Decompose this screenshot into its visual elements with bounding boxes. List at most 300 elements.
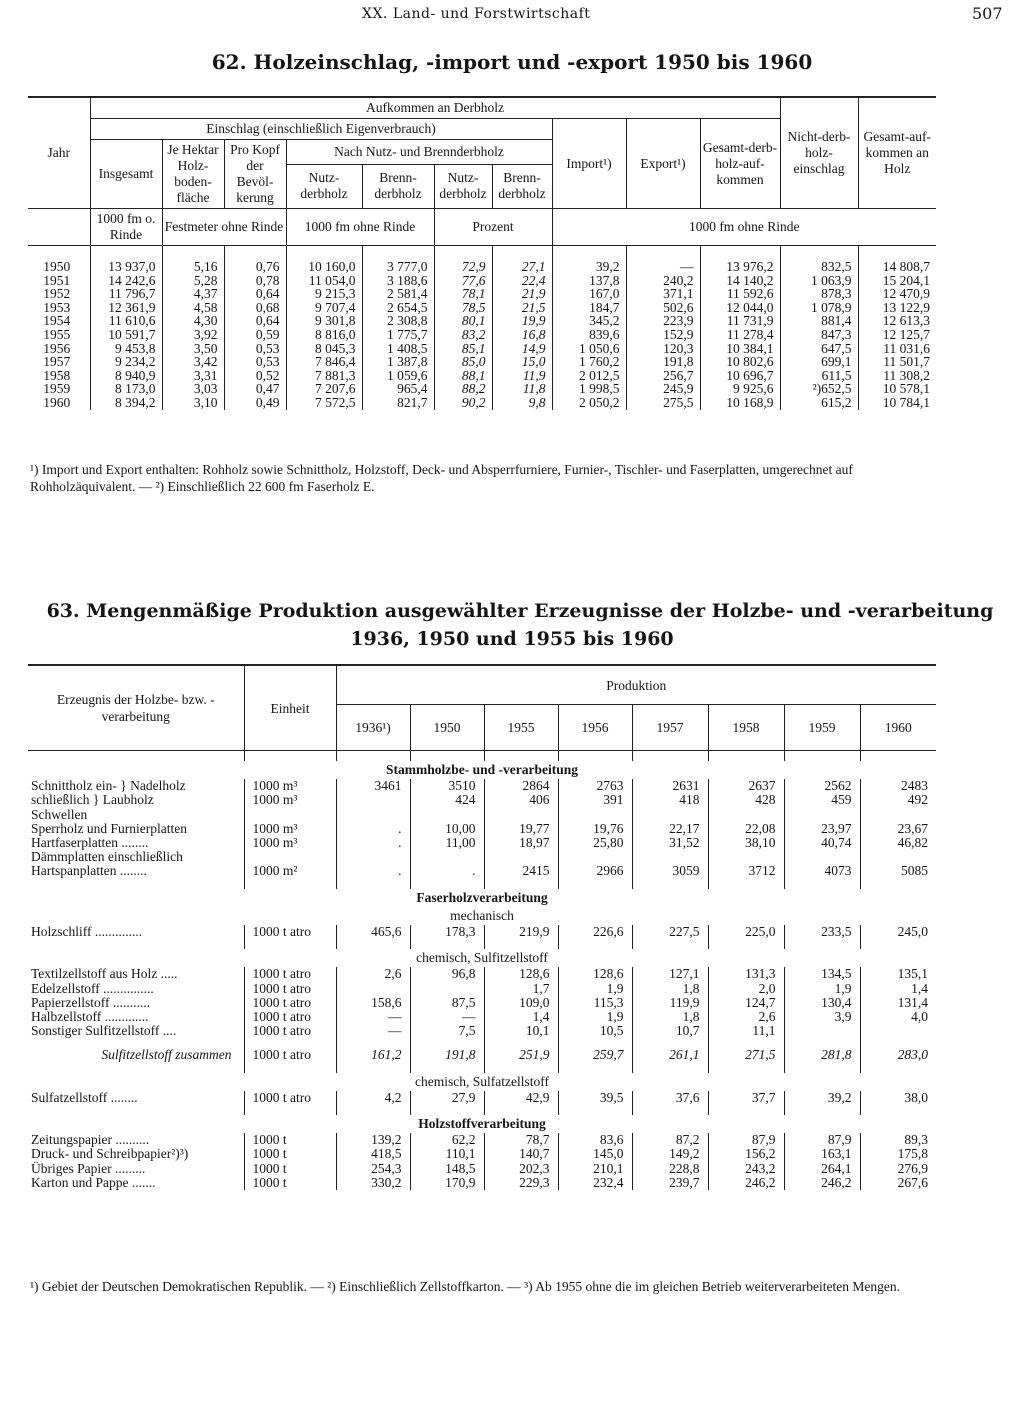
- row-unit: 1000 t: [244, 1162, 336, 1176]
- value-cell: 0,49: [224, 396, 286, 410]
- value-cell: 2562: [784, 779, 860, 793]
- value-cell: 7 881,3: [286, 369, 362, 383]
- value-cell: 229,3: [484, 1176, 558, 1190]
- row-unit: 1000 t atro: [244, 996, 336, 1010]
- value-cell: 7 207,6: [286, 382, 362, 396]
- value-cell: 38,10: [708, 836, 784, 850]
- value-cell: 1 998,5: [552, 382, 626, 396]
- table-row: [28, 1024, 936, 1038]
- value-cell: 12 361,9: [90, 301, 162, 315]
- value-cell: 9 234,2: [90, 355, 162, 369]
- value-cell: [410, 982, 484, 996]
- row-label: Druck- und Schreibpapier²)³): [31, 1146, 189, 1162]
- row-label: schließlich } Laubholz: [31, 792, 154, 808]
- value-cell: 88,1: [434, 369, 492, 383]
- table-row: [28, 260, 936, 274]
- value-cell: 110,1: [410, 1147, 484, 1161]
- value-cell: 3461: [336, 779, 410, 793]
- value-cell: 8 816,0: [286, 328, 362, 342]
- value-cell: 7 846,4: [286, 355, 362, 369]
- unit-prozent: Prozent: [434, 209, 552, 246]
- row-label: Übriges Papier .........: [31, 1160, 146, 1176]
- table-row: [28, 396, 936, 410]
- value-cell: 115,3: [558, 996, 632, 1010]
- value-cell: 1 760,2: [552, 355, 626, 369]
- row-label: Schnittholz ein- } Nadelholz: [31, 778, 186, 794]
- value-cell: 149,2: [632, 1147, 708, 1161]
- value-cell: 276,9: [860, 1162, 936, 1176]
- value-cell: 10 696,7: [700, 369, 780, 383]
- row-unit: 1000 t: [244, 1176, 336, 1190]
- value-cell: [632, 808, 708, 822]
- value-cell: 2415: [484, 864, 558, 878]
- year-cell: 1950: [43, 259, 71, 274]
- year-1950: 1950: [410, 705, 484, 751]
- value-cell: 283,0: [860, 1048, 936, 1062]
- year-cell: 1957: [43, 354, 71, 370]
- table-row: [28, 793, 936, 807]
- table-63-footnote: ¹) Gebiet der Deutschen Demokratischen Republik. — ²) Einschließlich Zellstoffkarton. — ³) Ab 1955 ohne die im gleichen Betrieb weiterverarbeiteten Mengen.: [30, 1279, 901, 1294]
- row-label: Edelzellstoff ...............: [31, 980, 154, 996]
- value-cell: 170,9: [410, 1176, 484, 1190]
- value-cell: 502,6: [626, 301, 700, 315]
- value-cell: 246,2: [708, 1176, 784, 1190]
- value-cell: 7,5: [410, 1024, 484, 1038]
- value-cell: [558, 850, 632, 864]
- section-holzstoff: Holzstoffverarbeitung: [418, 1116, 546, 1132]
- table-row: [28, 836, 936, 850]
- value-cell: 1 063,9: [780, 274, 858, 288]
- value-cell: 2 012,5: [552, 369, 626, 383]
- value-cell: .: [336, 822, 410, 836]
- subsection-sulfit: chemisch, Sulfitzellstoff: [416, 950, 548, 966]
- value-cell: 78,7: [484, 1133, 558, 1147]
- value-cell: 821,7: [362, 396, 434, 410]
- value-cell: 11 278,4: [700, 328, 780, 342]
- value-cell: 37,7: [708, 1091, 784, 1105]
- value-cell: 8 045,3: [286, 342, 362, 356]
- value-cell: 191,8: [626, 355, 700, 369]
- value-cell: 3,42: [162, 355, 224, 369]
- value-cell: 232,4: [558, 1176, 632, 1190]
- value-cell: 245,9: [626, 382, 700, 396]
- value-cell: 0,76: [224, 260, 286, 274]
- value-cell: 3059: [632, 864, 708, 878]
- table-row: [28, 808, 936, 822]
- value-cell: 4,30: [162, 314, 224, 328]
- value-cell: 10 168,9: [700, 396, 780, 410]
- value-cell: 3,92: [162, 328, 224, 342]
- value-cell: 16,8: [492, 328, 552, 342]
- value-cell: 175,8: [860, 1147, 936, 1161]
- value-cell: 2 308,8: [362, 314, 434, 328]
- table-row: [28, 850, 936, 864]
- value-cell: 615,2: [780, 396, 858, 410]
- header-jahr: Jahr: [28, 97, 90, 209]
- value-cell: 233,5: [784, 925, 860, 939]
- value-cell: 78,5: [434, 301, 492, 315]
- table-row: [28, 355, 936, 369]
- header-gesamt-holz: Gesamt-auf-kommen an Holz: [858, 97, 936, 209]
- value-cell: 27,9: [410, 1091, 484, 1105]
- value-cell: 1,7: [484, 982, 558, 996]
- value-cell: 72,9: [434, 260, 492, 274]
- value-cell: 0,53: [224, 355, 286, 369]
- value-cell: 134,5: [784, 967, 860, 981]
- row-label: Dämmplatten einschließlich: [31, 849, 183, 865]
- value-cell: 13 976,2: [700, 260, 780, 274]
- value-cell: 4,37: [162, 287, 224, 301]
- value-cell: 647,5: [780, 342, 858, 356]
- value-cell: 1 078,9: [780, 301, 858, 315]
- value-cell: 8 394,2: [90, 396, 162, 410]
- value-cell: 11 054,0: [286, 274, 362, 288]
- value-cell: 881,4: [780, 314, 858, 328]
- value-cell: 2 050,2: [552, 396, 626, 410]
- value-cell: 127,1: [632, 967, 708, 981]
- value-cell: 219,9: [484, 925, 558, 939]
- value-cell: 1 775,7: [362, 328, 434, 342]
- value-cell: 9,8: [492, 396, 552, 410]
- value-cell: 3,9: [784, 1010, 860, 1024]
- unit-festmeter: Festmeter ohne Rinde: [162, 209, 286, 246]
- value-cell: 2,6: [708, 1010, 784, 1024]
- value-cell: 1,9: [558, 982, 632, 996]
- year-1958: 1958: [708, 705, 784, 751]
- value-cell: [558, 808, 632, 822]
- value-cell: 239,7: [632, 1176, 708, 1190]
- section-faserholz: Faserholzverarbeitung: [416, 889, 548, 905]
- value-cell: 18,97: [484, 836, 558, 850]
- table-63-title: 63. Mengenmäßige Produktion ausgewählter Erzeugnisse der Holzbe- und -verarbeitung: [46, 600, 994, 622]
- value-cell: 9 707,4: [286, 301, 362, 315]
- row-unit: [244, 850, 336, 864]
- value-cell: 31,52: [632, 836, 708, 850]
- value-cell: 240,2: [626, 274, 700, 288]
- value-cell: [860, 808, 936, 822]
- value-cell: 2637: [708, 779, 784, 793]
- header-import: Import¹): [552, 119, 626, 209]
- value-cell: 46,82: [860, 836, 936, 850]
- value-cell: 11,8: [492, 382, 552, 396]
- value-cell: 0,53: [224, 342, 286, 356]
- value-cell: .: [336, 836, 410, 850]
- row-label: Hartspanplatten ........: [31, 863, 147, 879]
- value-cell: 85,1: [434, 342, 492, 356]
- value-cell: 42,9: [484, 1091, 558, 1105]
- row-unit: 1000 t atro: [244, 1048, 336, 1062]
- value-cell: 832,5: [780, 260, 858, 274]
- value-cell: 3,10: [162, 396, 224, 410]
- table-63-title-years: 1936, 1950 und 1955 bis 1960: [350, 628, 674, 650]
- value-cell: 14,9: [492, 342, 552, 356]
- value-cell: 137,8: [552, 274, 626, 288]
- value-cell: 391: [558, 793, 632, 807]
- value-cell: 0,68: [224, 301, 286, 315]
- value-cell: 15,0: [492, 355, 552, 369]
- header-produktion: Produktion: [336, 665, 936, 705]
- value-cell: 0,64: [224, 314, 286, 328]
- value-cell: 226,6: [558, 925, 632, 939]
- row-label: Papierzellstoff ...........: [31, 994, 150, 1010]
- value-cell: 0,52: [224, 369, 286, 383]
- value-cell: 459: [784, 793, 860, 807]
- value-cell: 11,1: [708, 1024, 784, 1038]
- value-cell: 21,9: [492, 287, 552, 301]
- value-cell: 87,2: [632, 1133, 708, 1147]
- row-unit: 1000 m³: [244, 822, 336, 836]
- value-cell: 10 802,6: [700, 355, 780, 369]
- value-cell: 2 581,4: [362, 287, 434, 301]
- value-cell: 40,74: [784, 836, 860, 850]
- value-cell: [708, 808, 784, 822]
- value-cell: 14 242,6: [90, 274, 162, 288]
- value-cell: 878,3: [780, 287, 858, 301]
- table-row: [28, 822, 936, 836]
- row-unit: 1000 t atro: [244, 925, 336, 939]
- year-1959: 1959: [784, 705, 860, 751]
- value-cell: 4,0: [860, 1010, 936, 1024]
- value-cell: 124,7: [708, 996, 784, 1010]
- value-cell: [860, 850, 936, 864]
- value-cell: 22,08: [708, 822, 784, 836]
- value-cell: 80,1: [434, 314, 492, 328]
- header-gesamt-derb: Gesamt-derb-holz-auf-kommen: [700, 119, 780, 209]
- value-cell: 37,6: [632, 1091, 708, 1105]
- row-unit: 1000 m³: [244, 793, 336, 807]
- value-cell: 96,8: [410, 967, 484, 981]
- value-cell: [860, 1024, 936, 1038]
- value-cell: 267,6: [860, 1176, 936, 1190]
- value-cell: [336, 850, 410, 864]
- row-label: Sperrholz und Furnierplatten: [31, 820, 187, 836]
- value-cell: 275,5: [626, 396, 700, 410]
- value-cell: 0,64: [224, 287, 286, 301]
- year-cell: 1953: [43, 299, 71, 315]
- value-cell: 3510: [410, 779, 484, 793]
- value-cell: 39,5: [558, 1091, 632, 1105]
- value-cell: [336, 793, 410, 807]
- year-1960: 1960: [860, 705, 936, 751]
- section-stammholz: Stammholzbe- und -verarbeitung: [386, 762, 578, 777]
- table-row: [28, 328, 936, 342]
- table-row: [28, 925, 936, 939]
- header-insgesamt: Insgesamt: [90, 140, 162, 209]
- value-cell: 77,6: [434, 274, 492, 288]
- year-cell: 1952: [43, 286, 71, 302]
- value-cell: 178,3: [410, 925, 484, 939]
- table-row: [28, 864, 936, 878]
- row-label: Karton und Pappe .......: [31, 1174, 156, 1190]
- value-cell: ²)652,5: [780, 382, 858, 396]
- value-cell: 38,0: [860, 1091, 936, 1105]
- value-cell: 245,0: [860, 925, 936, 939]
- value-cell: 246,2: [784, 1176, 860, 1190]
- header-erzeugnis: Erzeugnis der Holzbe- bzw. -verarbeitung: [28, 665, 244, 751]
- row-label: Zeitungspapier ..........: [31, 1132, 150, 1148]
- value-cell: 10,5: [558, 1024, 632, 1038]
- header-pro-kopf: Pro Kopf der Bevöl-kerung: [224, 140, 286, 209]
- value-cell: 11,00: [410, 836, 484, 850]
- value-cell: 163,1: [784, 1147, 860, 1161]
- value-cell: 492: [860, 793, 936, 807]
- value-cell: 135,1: [860, 967, 936, 981]
- year-cell: 1960: [43, 394, 71, 410]
- value-cell: 15 204,1: [858, 274, 936, 288]
- value-cell: 87,9: [784, 1133, 860, 1147]
- value-cell: 5,28: [162, 274, 224, 288]
- value-cell: 119,9: [632, 996, 708, 1010]
- row-unit: 1000 m²: [244, 864, 336, 878]
- row-unit: 1000 t atro: [244, 982, 336, 996]
- table-row: [28, 779, 936, 793]
- value-cell: 12 044,0: [700, 301, 780, 315]
- value-cell: [784, 1024, 860, 1038]
- value-cell: 89,3: [860, 1133, 936, 1147]
- value-cell: 2,0: [708, 982, 784, 996]
- value-cell: 191,8: [410, 1048, 484, 1062]
- value-cell: 87,9: [708, 1133, 784, 1147]
- value-cell: 131,4: [860, 996, 936, 1010]
- value-cell: 611,5: [780, 369, 858, 383]
- year-1957: 1957: [632, 705, 708, 751]
- table-row: [28, 314, 936, 328]
- value-cell: 7 572,5: [286, 396, 362, 410]
- value-cell: 13 937,0: [90, 260, 162, 274]
- value-cell: 256,7: [626, 369, 700, 383]
- value-cell: [410, 808, 484, 822]
- value-cell: 21,5: [492, 301, 552, 315]
- value-cell: 12 125,7: [858, 328, 936, 342]
- value-cell: 259,7: [558, 1048, 632, 1062]
- unit-empty: [28, 209, 90, 246]
- value-cell: 9 301,8: [286, 314, 362, 328]
- value-cell: 10 591,7: [90, 328, 162, 342]
- header-aufkommen: Aufkommen an Derbholz: [90, 97, 780, 119]
- value-cell: 2,6: [336, 967, 410, 981]
- unit-1000fm-wide: 1000 fm ohne Rinde: [552, 209, 936, 246]
- table-63-body: [28, 751, 936, 1191]
- row-label: Holzschliff ..............: [31, 924, 143, 940]
- value-cell: 8 173,0: [90, 382, 162, 396]
- value-cell: 3 188,6: [362, 274, 434, 288]
- header-brennderbholz: Brenn-derbholz: [362, 164, 434, 208]
- unit-1000fm: 1000 fm ohne Rinde: [286, 209, 434, 246]
- value-cell: 3,03: [162, 382, 224, 396]
- value-cell: 1,4: [484, 1010, 558, 1024]
- value-cell: 22,4: [492, 274, 552, 288]
- value-cell: 19,9: [492, 314, 552, 328]
- value-cell: 243,2: [708, 1162, 784, 1176]
- year-cell: 1954: [43, 313, 71, 329]
- value-cell: 83,2: [434, 328, 492, 342]
- value-cell: 148,5: [410, 1162, 484, 1176]
- header-export: Export¹): [626, 119, 700, 209]
- running-head: XX. Land- und Forstwirtschaft: [362, 6, 591, 22]
- value-cell: 3,50: [162, 342, 224, 356]
- value-cell: 1,4: [860, 982, 936, 996]
- value-cell: 109,0: [484, 996, 558, 1010]
- table-row: [28, 287, 936, 301]
- value-cell: 2631: [632, 779, 708, 793]
- row-unit: 1000 t atro: [244, 1024, 336, 1038]
- table-row: [28, 1162, 936, 1176]
- value-cell: [632, 850, 708, 864]
- value-cell: 167,0: [552, 287, 626, 301]
- value-cell: —: [336, 1010, 410, 1024]
- value-cell: [484, 850, 558, 864]
- table-62-title: 62. Holzeinschlag, -import und -export 1950 bis 1960: [211, 50, 813, 74]
- row-unit: [244, 808, 336, 822]
- value-cell: 39,2: [784, 1091, 860, 1105]
- value-cell: 9 925,6: [700, 382, 780, 396]
- table-row: [28, 342, 936, 356]
- value-cell: 11 592,6: [700, 287, 780, 301]
- table-row: [28, 382, 936, 396]
- value-cell: [708, 850, 784, 864]
- value-cell: 254,3: [336, 1162, 410, 1176]
- subsection-mechanisch: mechanisch: [450, 907, 514, 923]
- value-cell: 5085: [860, 864, 936, 878]
- value-cell: 12 470,9: [858, 287, 936, 301]
- value-cell: 23,67: [860, 822, 936, 836]
- value-cell: 3,31: [162, 369, 224, 383]
- value-cell: 330,2: [336, 1176, 410, 1190]
- value-cell: 11 731,9: [700, 314, 780, 328]
- value-cell: 128,6: [484, 967, 558, 981]
- value-cell: 10,1: [484, 1024, 558, 1038]
- value-cell: 152,9: [626, 328, 700, 342]
- value-cell: 156,2: [708, 1147, 784, 1161]
- value-cell: 11,9: [492, 369, 552, 383]
- table-row: [28, 369, 936, 383]
- value-cell: 418: [632, 793, 708, 807]
- table-row: [28, 301, 936, 315]
- value-cell: 39,2: [552, 260, 626, 274]
- value-cell: 5,16: [162, 260, 224, 274]
- year-cell: 1956: [43, 340, 71, 356]
- header-nichtderb: Nicht-derb-holz-einschlag: [780, 97, 858, 209]
- table-62-footnote: ¹) Import und Export enthalten: Rohholz sowie Schnittholz, Holzstoff, Deck- und Absperrfurniere, Furnier-, Tischler- und Faserplatten, umgerechnet auf Rohholzäquivalent. — ²) Einschließlich 22 600 fm Faserholz E.: [30, 462, 853, 494]
- value-cell: 1,8: [632, 982, 708, 996]
- value-cell: 10,00: [410, 822, 484, 836]
- header-brennderbholz-prozent: Brenn-derbholz: [492, 164, 552, 208]
- value-cell: 25,80: [558, 836, 632, 850]
- value-cell: 251,9: [484, 1048, 558, 1062]
- value-cell: 418,5: [336, 1147, 410, 1161]
- value-cell: 965,4: [362, 382, 434, 396]
- header-je-hektar: Je Hektar Holz-boden-fläche: [162, 140, 224, 209]
- value-cell: 345,2: [552, 314, 626, 328]
- value-cell: 371,1: [626, 287, 700, 301]
- value-cell: 184,7: [552, 301, 626, 315]
- value-cell: [410, 850, 484, 864]
- value-cell: 161,2: [336, 1048, 410, 1062]
- value-cell: 428: [708, 793, 784, 807]
- value-cell: 120,3: [626, 342, 700, 356]
- unit-1000fm-o-rinde: 1000 fm o. Rinde: [90, 209, 162, 246]
- value-cell: 3 777,0: [362, 260, 434, 274]
- row-unit: 1000 t: [244, 1147, 336, 1161]
- value-cell: 10 160,0: [286, 260, 362, 274]
- value-cell: 225,0: [708, 925, 784, 939]
- year-1955: 1955: [484, 705, 558, 751]
- value-cell: 88,2: [434, 382, 492, 396]
- value-cell: —: [626, 260, 700, 274]
- value-cell: —: [336, 1024, 410, 1038]
- value-cell: 839,6: [552, 328, 626, 342]
- value-cell: 2966: [558, 864, 632, 878]
